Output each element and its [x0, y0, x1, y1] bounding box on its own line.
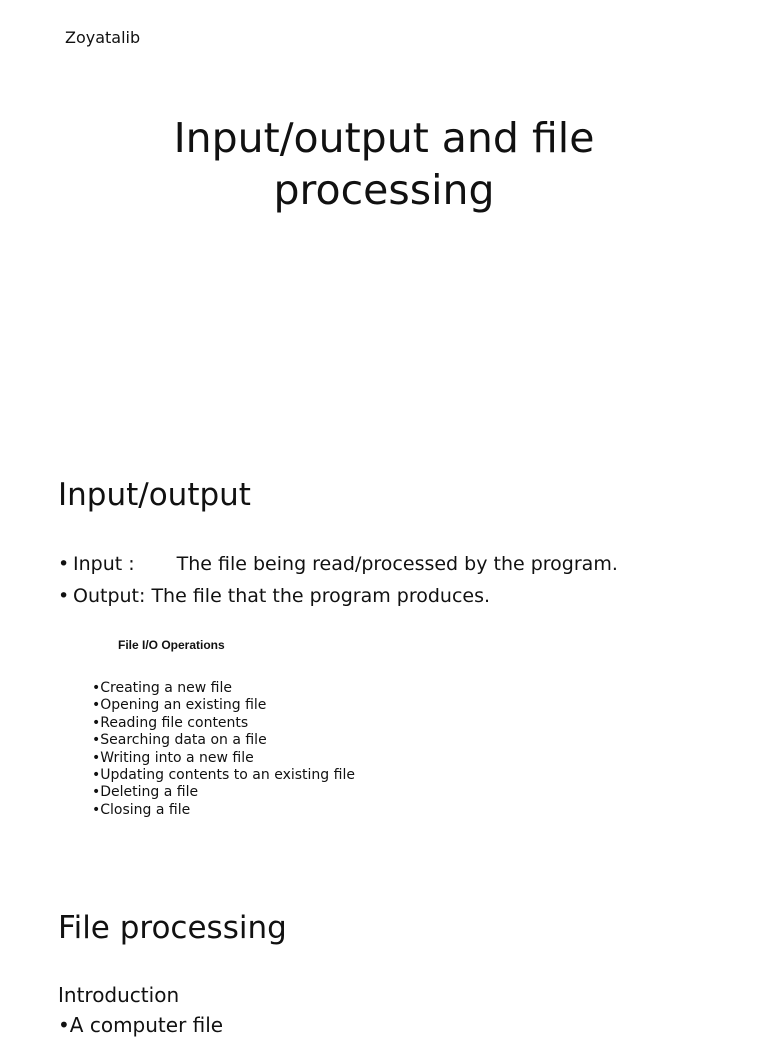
bullet-output — [58, 580, 618, 612]
document-title-line-1: Input/output and file — [173, 114, 595, 162]
section-heading-file-processing: File processing — [58, 910, 287, 946]
bullet-output-text: Output: The file that the program produces. — [73, 585, 491, 607]
section-heading-input-output: Input/output — [58, 477, 251, 513]
bullet-input — [58, 548, 618, 580]
list-item: •Searching data on a file — [92, 732, 267, 749]
bullet-input-text: The file being read/processed by the program. — [176, 553, 618, 575]
file-io-operations-list — [92, 680, 355, 819]
cutoff-bullet-text: •A computer file — [58, 1013, 224, 1037]
list-item: •Deleting a file — [92, 784, 199, 801]
author-name: Zoyatalib — [65, 28, 141, 47]
list-item: •Reading file contents — [92, 714, 249, 731]
introduction-subheading: Introduction — [58, 983, 180, 1007]
list-item: •Creating a new file — [92, 680, 232, 696]
bullet-marker: • — [58, 553, 70, 575]
list-item: •Opening an existing file — [92, 697, 267, 714]
io-bullet-list — [58, 548, 618, 612]
document-title — [0, 112, 768, 216]
list-item: •Closing a file — [92, 801, 191, 818]
file-io-operations-title: File I/O Operations — [118, 638, 225, 652]
document-title-line-2: processing — [273, 166, 495, 214]
list-item: •Updating contents to an existing file — [92, 767, 355, 784]
bullet-marker: • — [58, 585, 70, 607]
list-item: •Writing into a new file — [92, 749, 254, 766]
bullet-input-label: Input : — [73, 553, 135, 575]
